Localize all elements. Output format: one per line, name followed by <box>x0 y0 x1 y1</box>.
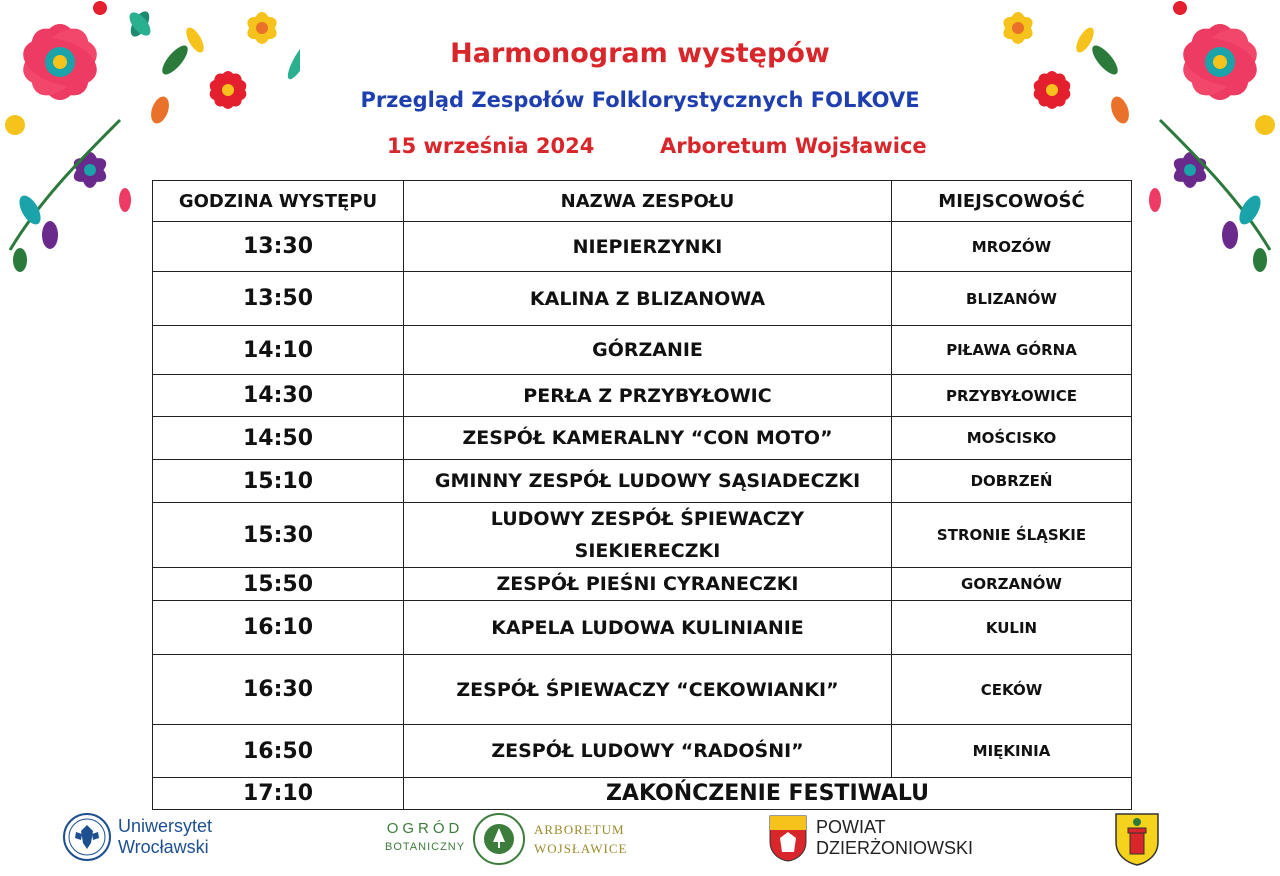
performance-time: 15:30 <box>153 503 404 568</box>
table-row <box>153 326 1132 375</box>
ensemble-name: GÓRZANIE <box>404 326 892 375</box>
arboretum-logo <box>472 812 627 866</box>
table-header-row <box>153 181 1132 222</box>
ensemble-name: ZESPÓŁ LUDOWY “RADOŚNI” <box>404 725 892 778</box>
ensemble-location: STRONIE ŚLĄSKIE <box>892 503 1132 568</box>
powiat-logo <box>768 814 973 862</box>
table-row <box>153 725 1132 778</box>
performance-schedule-table <box>152 180 1132 810</box>
powiat-coat-of-arms-icon <box>768 814 808 862</box>
ensemble-location: MIĘKINIA <box>892 725 1132 778</box>
garden-name-line2: BOTANICZNY <box>385 841 466 853</box>
performance-time: 16:30 <box>153 655 404 725</box>
event-venue: Arboretum Wojsławice <box>660 134 927 158</box>
ensemble-location: KULIN <box>892 601 1132 655</box>
ensemble-name: ZESPÓŁ ŚPIEWACZY “CEKOWIANKI” <box>404 655 892 725</box>
ensemble-name: LUDOWY ZESPÓŁ ŚPIEWACZY SIEKIERECZKI <box>404 503 892 568</box>
arboretum-seal-icon <box>472 812 526 866</box>
table-row <box>153 568 1132 601</box>
table-row <box>153 222 1132 272</box>
performance-time: 14:10 <box>153 326 404 375</box>
university-logo <box>62 812 212 862</box>
event-date: 15 września 2024 <box>387 134 595 158</box>
table-row <box>153 503 1132 568</box>
column-header-time: GODZINA WYSTĘPU <box>153 181 404 222</box>
column-header-name: NAZWA ZESPOŁU <box>404 181 892 222</box>
ensemble-location: DOBRZEŃ <box>892 460 1132 503</box>
ensemble-name: PERŁA Z PRZYBYŁOWIC <box>404 375 892 417</box>
performance-time: 14:30 <box>153 375 404 417</box>
performance-time: 16:50 <box>153 725 404 778</box>
garden-name-line1: OGRÓD <box>386 820 464 837</box>
municipality-coat-of-arms-icon <box>1114 812 1160 866</box>
ensemble-name: KAPELA LUDOWA KULINIANIE <box>404 601 892 655</box>
table-row <box>153 460 1132 503</box>
closing-time: 17:10 <box>153 778 404 810</box>
table-row <box>153 655 1132 725</box>
festival-closing-label: ZAKOŃCZENIE FESTIWALU <box>404 778 1132 810</box>
arboretum-name-line1: ARBORETUM <box>534 822 625 837</box>
schedule-title: Harmonogram występów <box>450 38 830 69</box>
table-row <box>153 601 1132 655</box>
table-row <box>153 417 1132 460</box>
ensemble-location: CEKÓW <box>892 655 1132 725</box>
ensemble-location: PIŁAWA GÓRNA <box>892 326 1132 375</box>
university-name-line1: Uniwersytet <box>118 816 213 836</box>
closing-row <box>153 778 1132 810</box>
performance-time: 15:50 <box>153 568 404 601</box>
ensemble-name: ZESPÓŁ KAMERALNY “CON MOTO” <box>404 417 892 460</box>
powiat-name-line2: DZIERŻONIOWSKI <box>816 838 973 858</box>
table-row <box>153 375 1132 417</box>
ensemble-name: ZESPÓŁ PIEŚNI CYRANECZKI <box>404 568 892 601</box>
university-emblem-icon <box>62 812 112 862</box>
table-row <box>153 272 1132 326</box>
ensemble-location: PRZYBYŁOWICE <box>892 375 1132 417</box>
performance-time: 13:30 <box>153 222 404 272</box>
botanical-garden-logo <box>385 820 465 853</box>
performance-time: 15:10 <box>153 460 404 503</box>
column-header-place: MIEJSCOWOŚĆ <box>892 181 1132 222</box>
arboretum-name-line2: WOJSŁAWICE <box>534 841 628 856</box>
performance-time: 16:10 <box>153 601 404 655</box>
ensemble-location: MOŚCISKO <box>892 417 1132 460</box>
ensemble-location: MROZÓW <box>892 222 1132 272</box>
ensemble-location: BLIZANÓW <box>892 272 1132 326</box>
performance-time: 14:50 <box>153 417 404 460</box>
performance-time: 13:50 <box>153 272 404 326</box>
festival-subtitle: Przegląd Zespołów Folklorystycznych FOLKOVE <box>360 88 920 112</box>
ensemble-name: GMINNY ZESPÓŁ LUDOWY SĄSIADECZKI <box>404 460 892 503</box>
ensemble-name: KALINA Z BLIZANOWA <box>404 272 892 326</box>
municipality-logo <box>1114 812 1160 866</box>
university-name-line2: Wrocławski <box>118 837 209 857</box>
ensemble-name: NIEPIERZYNKI <box>404 222 892 272</box>
sponsor-logos <box>0 808 1280 876</box>
ensemble-location: GORZANÓW <box>892 568 1132 601</box>
powiat-name-line1: POWIAT <box>816 817 886 837</box>
